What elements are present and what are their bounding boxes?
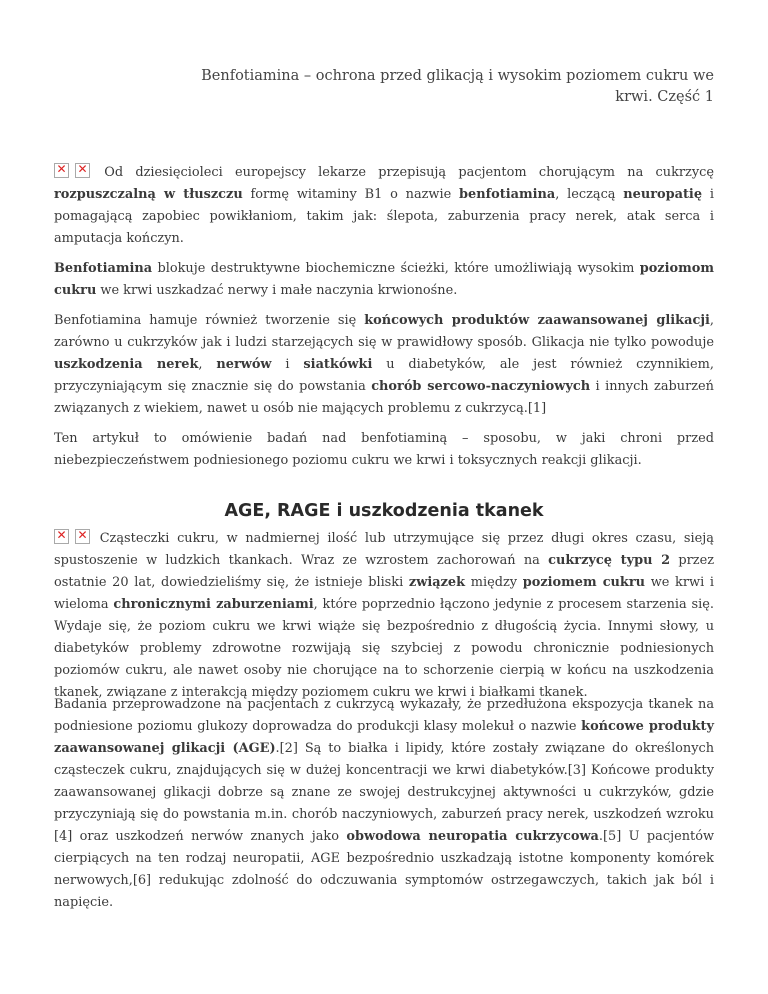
text-run: , (198, 357, 217, 372)
text-run: .[5] U pacjentów cierpiących na ten rodzaj neuropatii, AGE bezpośrednio uszkadzają istotne komponenty komórek nerwowych,[6] redukując zdolność do odczuwania symptomów ostrzegawczych, takich jak ból i napięcie. (54, 829, 714, 910)
intro-paragraph-1 (54, 162, 714, 250)
broken-image-icon: ✕ (54, 529, 69, 544)
text-run: Badania przeprowadzone na pacjentach z cukrzycą wykazały, że przedłużona ekspozycja tkanek na podniesione poziomu glukozy doprowadza do produkcji klasy molekuł o nazwie (54, 697, 714, 734)
text-run: , zarówno u cukrzyków jak i ludzi starzejących się w prawidłowy sposób. Glikacja nie tylko powoduje (54, 313, 714, 350)
bold-term: obwodowa neuropatia cukrzycowa (346, 829, 599, 844)
bold-term: związek (408, 575, 466, 590)
text-run: i (271, 357, 304, 372)
bold-term: nerwów (216, 357, 272, 372)
bold-term: siatkówki (303, 357, 373, 372)
text-run: Ten artykuł to omówienie badań nad benfotiaminą – sposobu, w jaki chroni przed niebezpieczeństwem podniesionego poziomu cukru we krwi i toksycznych reakcji glikacji. (54, 431, 714, 468)
text-run: i pomagającą zapobiec powikłaniom, takim jak: ślepota, zaburzenia pracy nerek, atak serca i amputacja kończyn. (54, 187, 714, 246)
bold-term: końcowych produktów zaawansowanej glikacji (364, 313, 710, 328)
text-run: formę witaminy B1 o nazwie (242, 187, 460, 202)
bold-term: benfotiamina (459, 187, 556, 202)
text-run: blokuje destruktywne biochemiczne ścieżki, które umożliwiają wysokim (152, 261, 640, 276)
bold-term: rozpuszczalną w tłuszczu (54, 187, 243, 202)
broken-image-icon: ✕ (54, 163, 69, 178)
title-line-1: Benfotiamina – ochrona przed glikacją i wysokim poziomem cukru we (201, 68, 714, 84)
bold-term: chorób sercowo-naczyniowych (371, 379, 591, 394)
title-line-2: krwi. Część 1 (615, 89, 714, 105)
document-title (54, 66, 714, 108)
broken-image-icon: ✕ (75, 529, 90, 544)
text-run: Od dziesięcioleci europejscy lekarze przepisują pacjentom chorującym na cukrzycę (104, 165, 714, 180)
text-run: Benfotiamina hamuje również tworzenie się (54, 313, 365, 328)
text-run: .[2] Są to białka i lipidy, które zostały związane do określonych cząsteczek cukru, znajdujących się w dużej koncentracji we krwi diabetyków.[3] Końcowe produkty zaawansowanej glikacji dobrze są znane ze swojej destrukcyjnej aktywności u cukrzyków, gdzie przyczyniają się do powstania m.in. chorób naczyniowych, zaburzeń pracy nerek, uszkodzeń wzroku [4] oraz uszkodzeń nerwów znanych jako (54, 741, 714, 844)
bold-term: chronicznymi zaburzeniami (113, 597, 314, 612)
text-run: we krwi uszkadzać nerwy i małe naczynia krwionośne. (96, 283, 458, 298)
text-run: przez ostatnie 20 lat, dowiedzieliśmy się, że istnieje bliski (54, 553, 714, 590)
text-run: Cząsteczki cukru, w nadmiernej ilość lub utrzymujące się przez długi okres czasu, sieją spustoszenie w ludzkich tkankach. Wraz ze wzrostem zachorowań na (54, 531, 714, 568)
section-paragraph-2 (54, 694, 714, 914)
text-run: i innych zaburzeń związanych z wiekiem, nawet u osób nie mających problemu z cukrzycą.[1] (54, 379, 714, 416)
section-heading: AGE, RAGE i uszkodzenia tkanek (224, 501, 544, 521)
bold-term: cukrzycę typu 2 (548, 553, 671, 568)
text-run: , które poprzednio łączono jedynie z procesem starzenia się. Wydaje się, że poziom cukru we krwi wiąże się bezpośrednio z długością życia. Innymi słowy, u diabetyków problemy zdrowotne rozwijają się szybciej z powodu chronicznie podniesionych poziomów cukru, ale nawet osoby nie chorujące na to schorzenie cierpią w końcu na uszkodzenia tkanek, związane z interakcją między poziomem cukru we krwi i białkami tkanek. (54, 597, 714, 700)
bold-term: neuropatię (623, 187, 703, 202)
intro-paragraph-4 (54, 428, 714, 472)
bold-term: poziomom cukru (54, 261, 714, 298)
text-run: między (465, 575, 523, 590)
text-run: u diabetyków, ale jest również czynnikiem, przyczyniającym się znacznie się do powstania (54, 357, 715, 394)
bold-term: końcowe produkty zaawansowanej glikacji (AGE) (54, 719, 714, 756)
bold-term: Benfotiamina (54, 261, 153, 276)
intro-paragraph-2 (54, 258, 714, 302)
bold-term: uszkodzenia nerek (54, 357, 199, 372)
text-run: , leczącą (555, 187, 624, 202)
broken-image-icon: ✕ (75, 163, 90, 178)
intro-paragraph-3 (54, 310, 714, 420)
text-run: we krwi i wieloma (54, 575, 714, 612)
section-paragraph-1 (54, 528, 714, 704)
bold-term: poziomem cukru (522, 575, 646, 590)
